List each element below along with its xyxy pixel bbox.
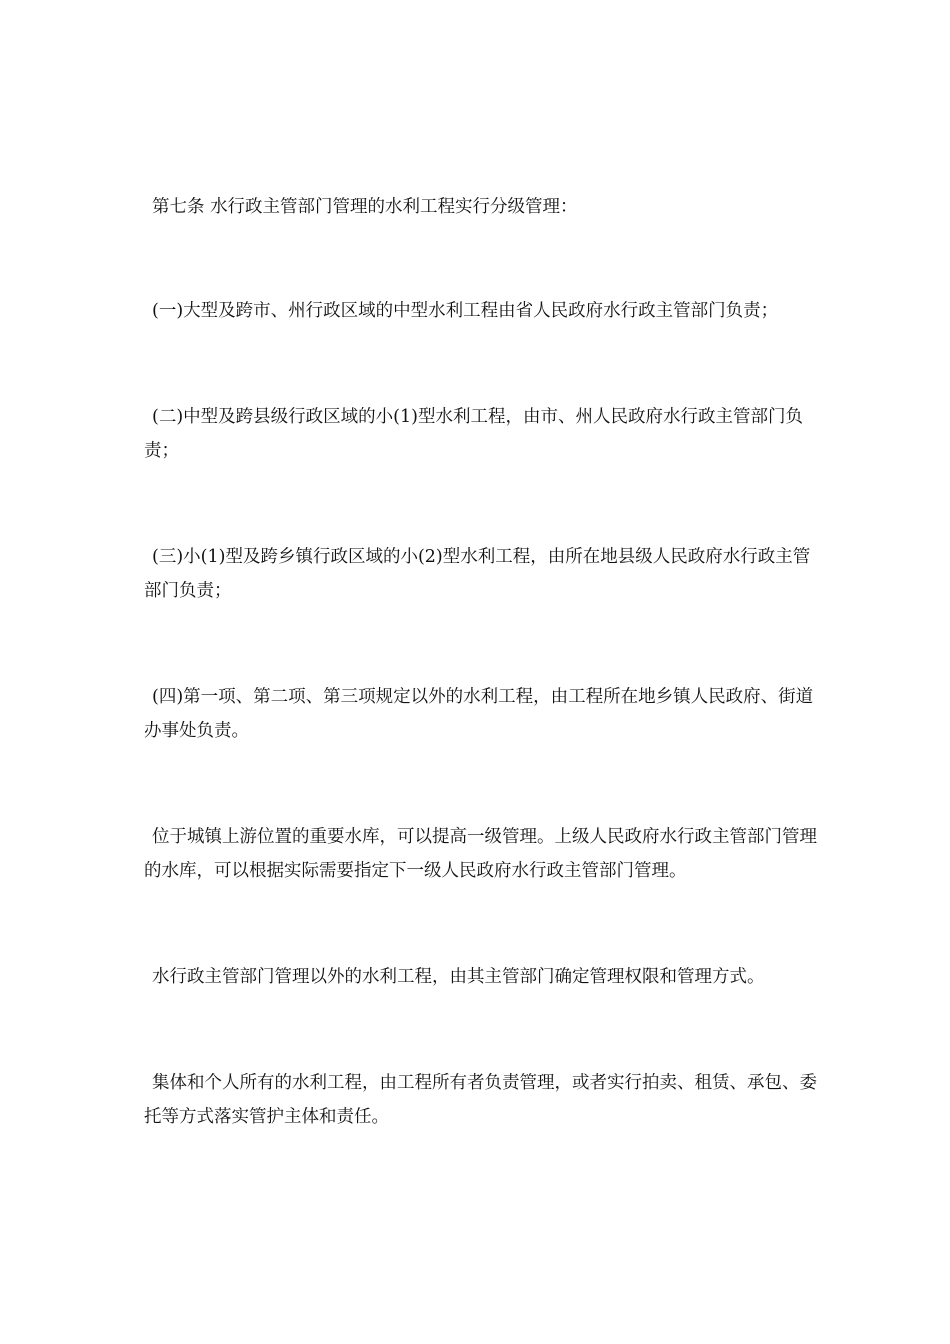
article-heading-paragraph: 第七条 水行政主管部门管理的水利工程实行分级管理： [152, 197, 578, 217]
reservoir-paragraph: 位于城镇上游位置的重要水库，可以提高一级管理。上级人民政府水行政主管部门管理的水库，可以根据实际需要指定下一级人民政府水行政主管部门管理。 [144, 827, 817, 881]
other-projects-paragraph: 水行政主管部门管理以外的水利工程，由其主管部门确定管理权限和管理方式。 [152, 967, 765, 987]
document-body [144, 190, 824, 1206]
clause-4-paragraph: (四)第一项、第二项、第三项规定以外的水利工程，由工程所在地乡镇人民政府、街道办事处负责。 [144, 687, 814, 741]
clause-1-paragraph: (一)大型及跨市、州行政区域的中型水利工程由省人民政府水行政主管部门负责； [152, 301, 779, 321]
collective-projects-paragraph: 集体和个人所有的水利工程，由工程所有者负责管理，或者实行拍卖、租赁、承包、委托等方式落实管护主体和责任。 [144, 1073, 817, 1127]
clause-2-paragraph: (二)中型及跨县级行政区域的小(1)型水利工程，由市、州人民政府水行政主管部门负责； [144, 407, 803, 461]
clause-3-paragraph: (三)小(1)型及跨乡镇行政区域的小(2)型水利工程，由所在地县级人民政府水行政主管部门负责； [144, 547, 811, 601]
